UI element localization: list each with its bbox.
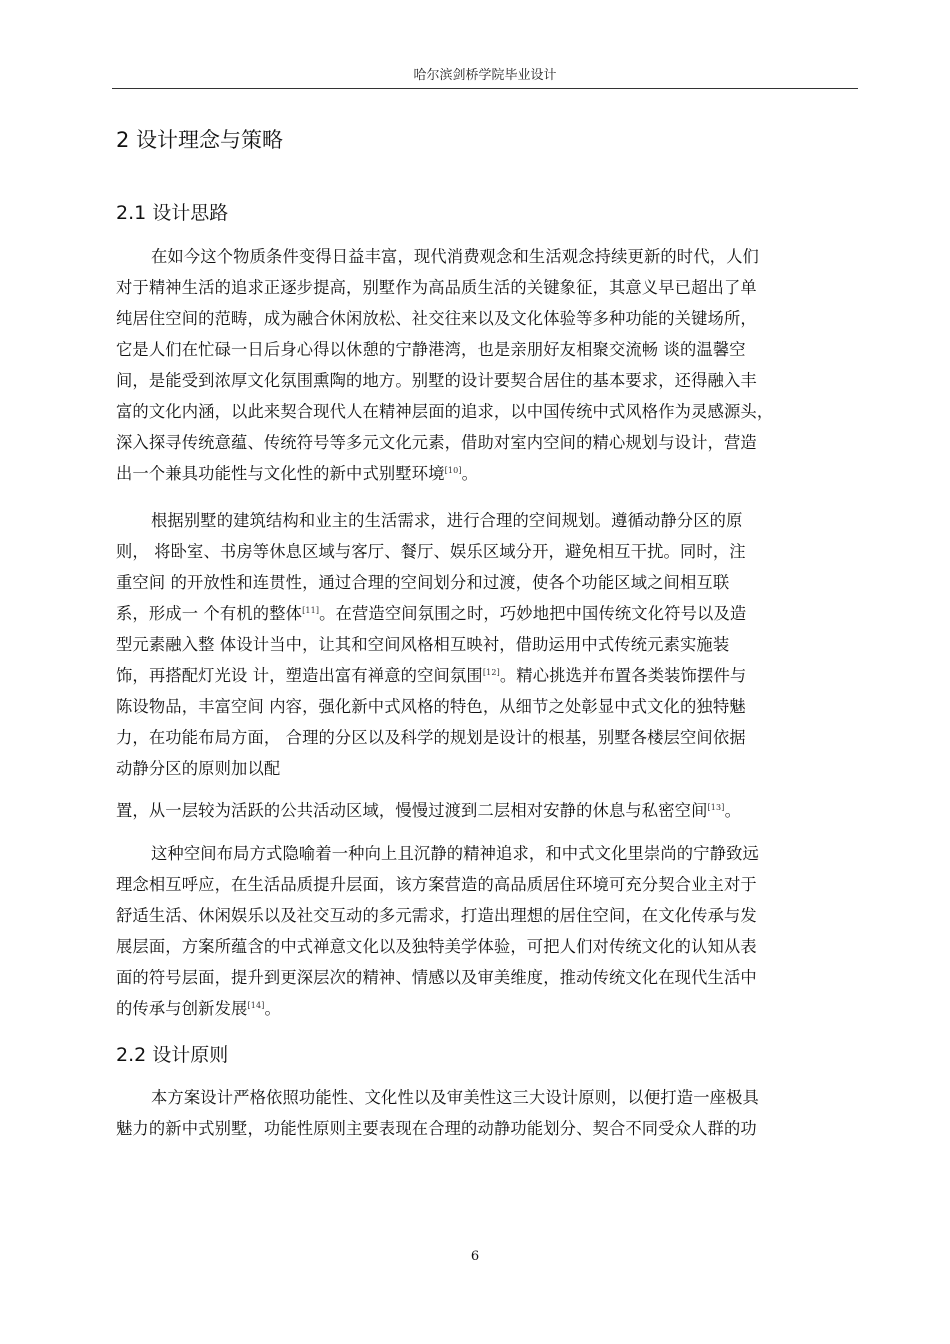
text-line: 动静分区的原则加以配 bbox=[116, 759, 281, 778]
running-header: 哈尔滨剑桥学院毕业设计 bbox=[413, 68, 557, 83]
paragraph-space-planning-cont bbox=[116, 795, 864, 826]
citation-ref: [12] bbox=[482, 668, 500, 677]
text-line: 在如今这个物质条件变得日益丰富，现代消费观念和生活观念持续更新的时代，人们 bbox=[151, 247, 759, 266]
text-line: 则， 将卧室、书房等休息区域与客厅、餐厅、娱乐区域分开，避免相互干扰。同时，注 bbox=[116, 542, 746, 561]
text-segment: 。精心挑选并布置各类装饰摆件与 bbox=[499, 666, 747, 685]
text-line: 这种空间布局方式隐喻着一种向上且沉静的精神追求，和中式文化里崇尚的宁静致远 bbox=[151, 844, 759, 863]
text-line: 面的符号层面，提升到更深层次的精神、情感以及审美维度，推动传统文化在现代生活中 bbox=[116, 968, 757, 987]
text-segment: 出一个兼具功能性与文化性的新中式别墅环境 bbox=[116, 464, 445, 483]
text-segment: 置，从一层较为活跃的公共活动区域，慢慢过渡到二层相对安静的休息与私密空间 bbox=[116, 801, 708, 820]
text-line: 纯居住空间的范畴，成为融合休闲放松、社交往来以及文化体验等多种功能的关键场所， bbox=[116, 309, 757, 328]
text-segment: 。 bbox=[724, 801, 741, 820]
text-line: 对于精神生活的追求正逐步提高，别墅作为高品质生活的关键象征，其意义早已超出了单 bbox=[116, 278, 757, 297]
section-title-2-1: 2.1 设计思路 bbox=[116, 202, 229, 224]
text-line: 本方案设计严格依照功能性、文化性以及审美性这三大设计原则，以便打造一座极具 bbox=[151, 1088, 759, 1107]
text-segment: 的传承与创新发展 bbox=[116, 999, 248, 1018]
text-line: 舒适生活、休闲娱乐以及社交互动的多元需求，打造出理想的居住空间，在文化传承与发 bbox=[116, 906, 757, 925]
text-line: 力，在功能布局方面， 合理的分区以及科学的规划是设计的根基，别墅各楼层空间依据 bbox=[116, 728, 746, 747]
page-number: 6 bbox=[470, 1249, 480, 1264]
chapter-title: 2 设计理念与策略 bbox=[116, 128, 284, 152]
section-title-2-2: 2.2 设计原则 bbox=[116, 1044, 229, 1066]
text-line: 富的文化内涵，以此来契合现代人在精神层面的追求，以中国传统中式风格作为灵感源头， bbox=[116, 402, 774, 421]
text-line bbox=[116, 660, 864, 691]
text-line: 重空间 的开放性和连贯性，通过合理的空间划分和过渡，使各个功能区域之间相互联 bbox=[116, 573, 730, 592]
citation-ref: [10] bbox=[444, 466, 462, 475]
paragraph-design-principles bbox=[116, 1082, 864, 1144]
paragraph-space-planning bbox=[116, 505, 864, 784]
paragraph-spiritual-pursuit bbox=[116, 838, 864, 1024]
text-line: 魅力的新中式别墅，功能性原则主要表现在合理的动静功能划分、契合不同受众人群的功 bbox=[116, 1119, 757, 1138]
text-line: 陈设物品，丰富空间 内容，强化新中式风格的特色，从细节之处彰显中式文化的独特魅 bbox=[116, 697, 746, 716]
text-line bbox=[116, 993, 864, 1024]
text-line: 展层面，方案所蕴含的中式禅意文化以及独特美学体验，可把人们对传统文化的认知从表 bbox=[116, 937, 757, 956]
text-line: 深入探寻传统意蕴、传统符号等多元文化元素，借助对室内空间的精心规划与设计，营造 bbox=[116, 433, 757, 452]
text-line: 它是人们在忙碌一日后身心得以休憩的宁静港湾，也是亲朋好友相聚交流畅 谈的温馨空 bbox=[116, 340, 746, 359]
text-line: 根据别墅的建筑结构和业主的生活需求，进行合理的空间规划。遵循动静分区的原 bbox=[151, 511, 743, 530]
citation-ref: [11] bbox=[302, 606, 320, 615]
text-line bbox=[116, 458, 864, 489]
citation-ref: [14] bbox=[247, 1001, 265, 1010]
paragraph-design-idea bbox=[116, 241, 864, 489]
text-line bbox=[116, 598, 864, 629]
text-line: 型元素融入整 体设计当中，让其和空间风格相互映衬，借助运用中式传统元素实施装 bbox=[116, 635, 730, 654]
text-line: 理念相互呼应，在生活品质提升层面，该方案营造的高品质居住环境可充分契合业主对于 bbox=[116, 875, 757, 894]
text-line bbox=[116, 795, 864, 826]
text-line: 间，是能受到浓厚文化氛围熏陶的地方。别墅的设计要契合居住的基本要求，还得融入丰 bbox=[116, 371, 757, 390]
text-segment: 。 bbox=[264, 999, 281, 1018]
text-segment: 。 bbox=[461, 464, 479, 483]
text-segment: 系，形成一 个有机的整体 bbox=[116, 604, 303, 623]
citation-ref: [13] bbox=[707, 803, 725, 812]
header-rule bbox=[112, 88, 858, 89]
text-segment: 饰，再搭配灯光设 计，塑造出富有禅意的空间氛围 bbox=[116, 666, 483, 685]
text-segment: 。在营造空间氛围之时，巧妙地把中国传统文化符号以及造 bbox=[319, 604, 747, 623]
